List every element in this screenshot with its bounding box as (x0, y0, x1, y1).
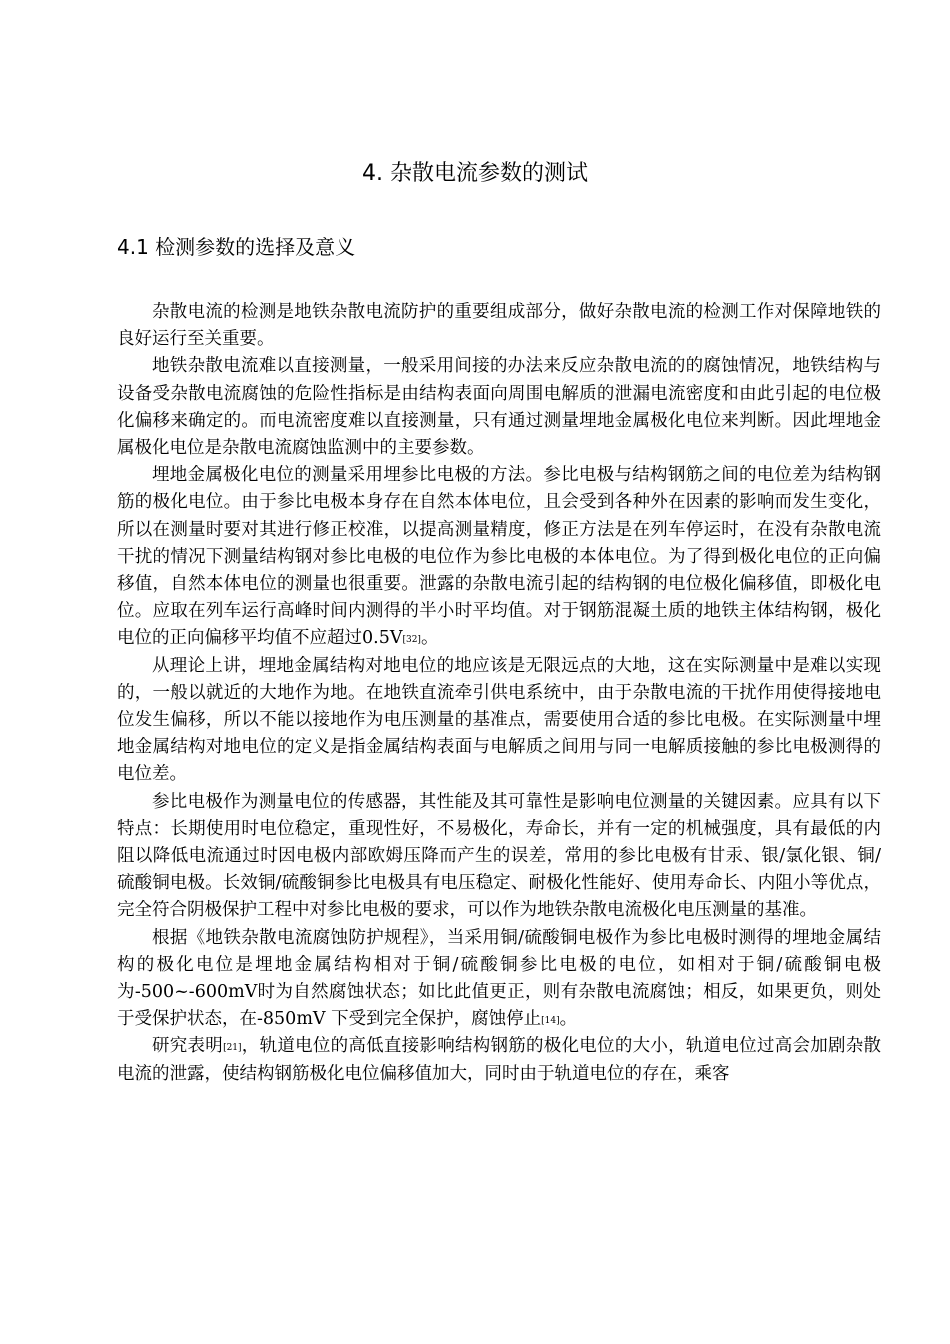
paragraph-3-end: 。 (420, 628, 439, 649)
paragraph-3-text: 埋地金属极化电位的测量采用埋参比电极的方法。参比电极与结构钢筋之间的电位差为结构钢筋的极化电位。由于参比电极本身存在自然本体电位，且会受到各种外在因素的影响而发生变化，所以在测量时要对其进行修正校准，以提高测量精度，修正方法是在列车停运时，在没有杂散电流干扰的情况下测量结构钢对参比电极的电位作为参比电极的本体电位。为了得到极化电位的正向偏移值，自然本体电位的测量也很重要。泄露的杂散电流引起的结构钢的电位极化偏移值，即极化电位。应取在列车运行高峰时间内测得的半小时平均值。对于钢筋混凝土质的地铁主体结构钢，极化电位的正向偏移平均值不应超过0.5V (117, 465, 881, 649)
paragraph-7-text: ，轨道电位的高低直接影响结构钢筋的极化电位的大小，轨道电位过高会加剧杂散电流的泄露，使结构钢筋极化电位偏移值加大，同时由于轨道电位的存在，乘客 (117, 1036, 882, 1084)
body-text (117, 299, 881, 1088)
paragraph-1: 杂散电流的检测是地铁杂散电流防护的重要组成部分，做好杂散电流的检测工作对保障地铁的良好运行至关重要。 (117, 302, 881, 350)
paragraph-6-text: 根据《地铁杂散电流腐蚀防护规程》，当采用铜/硫酸铜电极作为参比电极时测得的埋地金属结构的极化电位是埋地金属结构相对于铜/硫酸铜参比电极的电位，如相对于铜/硫酸铜电极为-500~-600mV时为自然腐蚀状态；如比此值更正，则有杂散电流腐蚀；相反，如果更负，则处于受保护状态，在-850mV 下受到完全保护，腐蚀停止 (117, 927, 881, 1030)
paragraph-6-end: 。 (559, 1009, 578, 1030)
paragraph-7-start: 研究表明 (152, 1036, 224, 1057)
paragraph-3 (117, 462, 881, 652)
paragraph-6 (117, 925, 881, 1034)
section-title: 4.1 检测参数的选择及意义 (117, 235, 356, 259)
paragraph-4: 从理论上讲，埋地金属结构对地电位的地应该是无限远点的大地，这在实际测量中是难以实现的，一般以就近的大地作为地。在地铁直流牵引供电系统中，由于杂散电流的干扰作用使得接地电位发生偏移，所以不能以接地作为电压测量的基准点，需要使用合适的参比电极。在实际测量中埋地金属结构对地电位的定义是指金属结构表面与电解质之间用与同一电解质接触的参比电极测得的电位差。 (117, 655, 881, 785)
paragraph-5: 参比电极作为测量电位的传感器，其性能及其可靠性是影响电位测量的关键因素。应具有以下特点：长期使用时电位稳定，重现性好，不易极化，寿命长，并有一定的机械强度，具有最低的内阻以降低电流通过时因电极内部欧姆压降而产生的误差，常用的参比电极有甘汞、银/氯化银、铜/硫酸铜电极。长效铜/硫酸铜参比电极具有电压稳定、耐极化性能好、使用寿命长、内阻小等优点，完全符合阴极保护工程中对参比电极的要求，可以作为地铁杂散电流极化电压测量的基准。 (117, 791, 881, 921)
citation-21: [21] (223, 1043, 242, 1054)
citation-14: [14] (541, 1016, 560, 1027)
paragraph-2: 地铁杂散电流难以直接测量，一般采用间接的办法来反应杂散电流的的腐蚀情况，地铁结构与设备受杂散电流腐蚀的危险性指标是由结构表面向周围电解质的泄漏电流密度和由此引起的电位极化偏移来确定的。而电流密度难以直接测量，只有通过测量埋地金属极化电位来判断。因此埋地金属极化电位是杂散电流腐蚀监测中的主要参数。 (117, 356, 881, 459)
chapter-title: 4. 杂散电流参数的测试 (362, 161, 588, 186)
citation-32: [32] (402, 635, 421, 646)
paragraph-7 (117, 1033, 881, 1087)
